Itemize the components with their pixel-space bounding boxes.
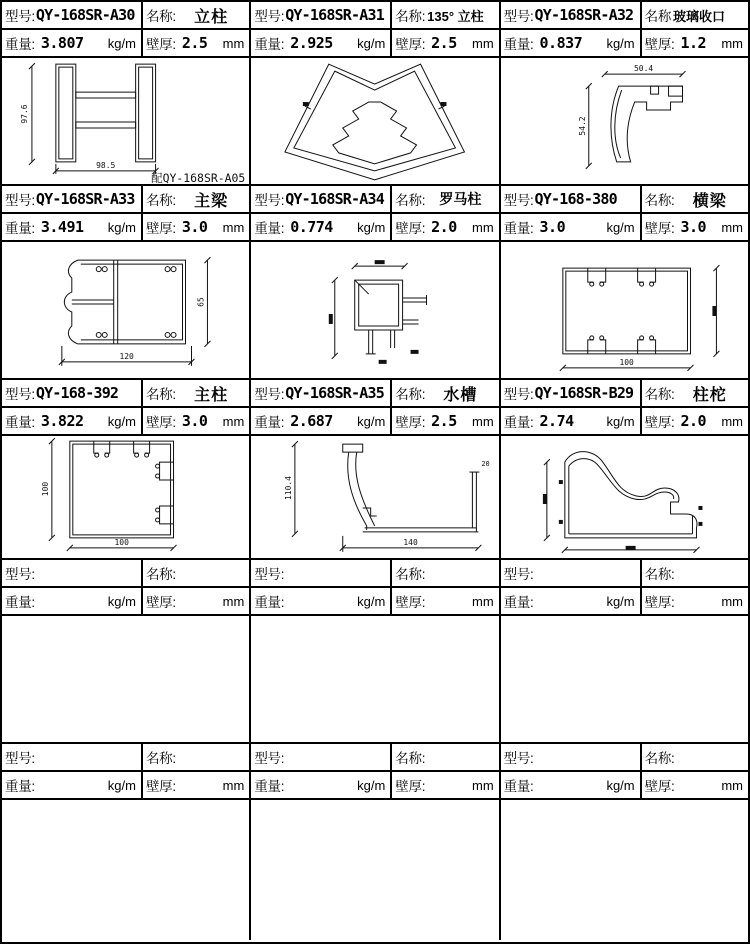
empty-drawing-area	[2, 616, 249, 742]
model-value: QY-168SR-A30	[35, 6, 135, 24]
width-dimension: 120	[119, 351, 134, 361]
name-value: 柱柁	[692, 386, 727, 404]
weight-unit: kg/m	[357, 413, 386, 429]
thickness-unit: mm	[222, 593, 245, 609]
profile-drawing	[2, 242, 249, 378]
empty-drawing-area	[251, 616, 498, 742]
name-label: 名称:	[145, 387, 176, 402]
thickness-label: 壁厚:	[395, 37, 426, 52]
model-value: QY-168-380	[534, 190, 617, 208]
catalog-row-1	[2, 2, 748, 186]
weight-label: 重量:	[254, 779, 285, 794]
height-dimension: 54.2	[577, 116, 587, 136]
weight-unit: kg/m	[107, 219, 136, 235]
model-label: 型号:	[254, 567, 285, 582]
profile-drawing	[501, 242, 748, 378]
name-value: 横梁	[692, 192, 727, 210]
model-label: 型号:	[5, 387, 35, 402]
glass-trim-drawing-icon	[501, 58, 748, 184]
model-name-row	[501, 2, 748, 30]
thickness-label: 壁厚:	[395, 221, 426, 236]
weight-thickness-row	[251, 772, 498, 800]
profile-drawing	[2, 436, 249, 558]
thickness-label: 壁厚:	[145, 595, 176, 610]
weight-unit: kg/m	[606, 413, 635, 429]
name-label: 名称:	[644, 387, 675, 402]
empty-drawing-area	[501, 616, 748, 742]
model-label: 型号:	[254, 193, 285, 208]
weight-unit: kg/m	[357, 219, 386, 235]
name-value: 水槽	[443, 386, 478, 404]
profile-card	[251, 2, 500, 184]
main-beam-drawing-icon	[2, 242, 249, 378]
weight-thickness-row	[2, 30, 249, 58]
135-degree-column-drawing-icon	[251, 58, 498, 184]
thickness-unit: mm	[721, 593, 743, 609]
profile-card-empty	[501, 744, 748, 940]
width-dimension: 100	[114, 537, 129, 547]
thickness-unit: mm	[222, 219, 245, 235]
model-label: 型号:	[5, 193, 35, 208]
weight-unit: kg/m	[606, 35, 635, 51]
model-label: 型号:	[503, 387, 534, 402]
thickness-value: 1.2	[680, 34, 707, 52]
dimension-smudge	[303, 102, 309, 106]
thickness-label: 壁厚:	[395, 415, 426, 430]
profile-card	[501, 186, 748, 378]
thickness-unit: mm	[471, 777, 494, 793]
profile-card-empty	[251, 560, 500, 742]
h-profile-drawing-icon	[2, 58, 249, 184]
profile-drawing	[501, 58, 748, 184]
model-label: 型号:	[5, 751, 35, 766]
name-label: 名称:	[644, 567, 675, 582]
profile-drawing	[501, 436, 748, 558]
model-label: 型号:	[503, 567, 534, 582]
model-name-row	[501, 186, 748, 214]
weight-label: 重量:	[5, 595, 35, 610]
model-label: 型号:	[254, 387, 285, 402]
weight-thickness-row	[501, 772, 748, 800]
thickness-unit: mm	[222, 35, 245, 51]
dimension-smudge	[329, 314, 333, 324]
name-value: 罗马柱	[439, 191, 482, 207]
thickness-unit: mm	[471, 219, 494, 235]
model-name-row	[501, 560, 748, 588]
thickness-unit: mm	[721, 219, 743, 235]
thickness-unit: mm	[471, 593, 494, 609]
width-dimension: 50.4	[633, 64, 653, 74]
model-name-row	[2, 2, 249, 30]
weight-label: 重量:	[254, 221, 285, 236]
weight-thickness-row	[2, 588, 249, 616]
model-value: QY-168SR-A32	[534, 6, 634, 24]
weight-unit: kg/m	[357, 35, 386, 51]
model-value: QY-168SR-A34	[285, 190, 384, 208]
weight-unit: kg/m	[107, 413, 136, 429]
weight-unit: kg/m	[606, 219, 635, 235]
wall-dimension: 20	[481, 460, 491, 469]
thickness-unit: mm	[721, 413, 743, 429]
clip-mark	[558, 520, 562, 524]
weight-value: 3.807	[40, 34, 84, 52]
weight-unit: kg/m	[606, 593, 635, 609]
model-value: QY-168SR-A35	[285, 384, 384, 402]
weight-label: 重量:	[5, 37, 35, 52]
clip-mark	[698, 522, 702, 526]
model-value: QY-168SR-B29	[534, 384, 634, 402]
catalog-row-2	[2, 186, 748, 380]
name-value: 主梁	[194, 192, 229, 210]
weight-thickness-row	[251, 408, 498, 436]
thickness-unit: mm	[471, 413, 494, 429]
model-value: QY-168SR-A31	[285, 6, 384, 24]
profile-card	[501, 380, 748, 558]
thickness-label: 壁厚:	[145, 415, 176, 430]
thickness-label: 壁厚:	[644, 595, 675, 610]
model-name-row	[251, 186, 498, 214]
weight-thickness-row	[251, 588, 498, 616]
weight-thickness-row	[501, 214, 748, 242]
thickness-value: 2.5	[181, 34, 208, 52]
weight-value: 0.774	[290, 218, 333, 236]
thickness-label: 壁厚:	[644, 415, 675, 430]
empty-drawing-area	[501, 800, 748, 940]
weight-label: 重量:	[5, 221, 35, 236]
model-label: 型号:	[5, 9, 35, 24]
weight-unit: kg/m	[107, 777, 136, 793]
weight-value: 2.74	[539, 412, 574, 430]
weight-thickness-row	[501, 588, 748, 616]
weight-label: 重量:	[503, 595, 534, 610]
main-column-drawing-icon	[2, 436, 249, 558]
weight-thickness-row	[2, 408, 249, 436]
profile-drawing	[251, 242, 498, 378]
height-dimension: 110.4	[284, 476, 294, 501]
profile-card-empty	[501, 560, 748, 742]
thickness-unit: mm	[721, 35, 743, 51]
name-label: 名称:	[145, 193, 176, 208]
model-label: 型号:	[5, 567, 35, 582]
width-dimension: 100	[619, 357, 634, 367]
thickness-value: 2.5	[431, 34, 457, 52]
weight-thickness-row	[2, 214, 249, 242]
thickness-label: 壁厚:	[644, 37, 675, 52]
name-label: 名称:	[644, 193, 675, 208]
catalog-row-4	[2, 560, 748, 744]
thickness-value: 3.0	[181, 218, 208, 236]
weight-label: 重量:	[254, 415, 285, 430]
dimension-smudge	[441, 102, 447, 106]
catalog-row-5	[2, 744, 748, 940]
profile-card	[2, 380, 251, 558]
height-dimension: 65	[196, 297, 206, 307]
model-name-row	[2, 186, 249, 214]
name-label: 名称:	[145, 567, 176, 582]
thickness-unit: mm	[222, 777, 245, 793]
empty-drawing-area	[251, 800, 498, 940]
profile-card	[2, 186, 251, 378]
name-label: 名称:	[395, 751, 426, 766]
model-name-row	[251, 744, 498, 772]
water-channel-drawing-icon	[251, 436, 498, 558]
model-name-row	[2, 380, 249, 408]
weight-label: 重量:	[5, 779, 35, 794]
weight-value: 3.822	[40, 412, 84, 430]
model-value: QY-168SR-A33	[35, 190, 135, 208]
empty-drawing-area	[2, 800, 249, 940]
thickness-label: 壁厚:	[145, 221, 176, 236]
thickness-value: 2.0	[680, 412, 707, 430]
weight-value: 0.837	[539, 34, 583, 52]
thickness-label: 壁厚:	[145, 37, 176, 52]
weight-thickness-row	[501, 30, 748, 58]
height-dimension: 100	[40, 481, 50, 497]
weight-value: 2.687	[290, 412, 333, 430]
clip-mark	[558, 480, 562, 484]
profile-card-empty	[2, 744, 251, 940]
name-label: 名称:	[145, 751, 176, 766]
model-name-row	[251, 2, 498, 30]
model-name-row	[251, 380, 498, 408]
thickness-label: 壁厚:	[644, 779, 675, 794]
profile-drawing	[251, 58, 498, 184]
thickness-unit: mm	[721, 777, 743, 793]
name-label: 名称:	[395, 193, 426, 208]
thickness-value: 2.0	[431, 218, 457, 236]
thickness-value: 2.5	[431, 412, 457, 430]
name-value: 立柱	[194, 8, 229, 26]
name-label: 名称:	[145, 9, 176, 24]
profile-card	[2, 2, 251, 184]
catalog-row-3	[2, 380, 748, 560]
profile-card	[251, 380, 500, 558]
profile-drawing	[2, 58, 249, 184]
weight-label: 重量:	[503, 415, 534, 430]
model-label: 型号:	[503, 751, 534, 766]
profile-card	[251, 186, 500, 378]
thickness-label: 壁厚:	[644, 221, 675, 236]
weight-thickness-row	[251, 214, 498, 242]
dimension-smudge	[625, 546, 635, 550]
thickness-label: 壁厚:	[395, 595, 426, 610]
column-cap-drawing-icon	[501, 436, 748, 558]
name-value: 135° 立柱	[427, 8, 484, 24]
weight-label: 重量:	[503, 779, 534, 794]
weight-unit: kg/m	[357, 777, 386, 793]
cross-beam-drawing-icon	[501, 242, 748, 378]
weight-value: 2.925	[290, 34, 333, 52]
model-value: QY-168-392	[35, 384, 119, 402]
model-label: 型号:	[254, 9, 285, 24]
profile-card	[501, 2, 748, 184]
weight-unit: kg/m	[107, 593, 136, 609]
dimension-smudge	[379, 360, 387, 364]
thickness-unit: mm	[222, 413, 245, 429]
weight-label: 重量:	[254, 37, 285, 52]
name-label: 名称:	[395, 9, 426, 24]
model-name-row	[501, 744, 748, 772]
profile-card-empty	[251, 744, 500, 940]
weight-thickness-row	[501, 408, 748, 436]
model-label: 型号:	[503, 9, 534, 24]
weight-unit: kg/m	[107, 35, 136, 51]
model-name-row	[2, 560, 249, 588]
weight-label: 重量:	[503, 37, 534, 52]
weight-label: 重量:	[503, 221, 534, 236]
name-value: 主柱	[194, 386, 229, 404]
name-label: 名称	[644, 9, 672, 24]
dimension-smudge	[712, 306, 716, 316]
thickness-value: 3.0	[181, 412, 208, 430]
weight-unit: kg/m	[606, 777, 635, 793]
matching-profile-note: 配QY-168SR-A05	[151, 170, 246, 184]
thickness-label: 壁厚:	[395, 779, 426, 794]
width-dimension: 98.5	[96, 160, 116, 170]
weight-value: 3.0	[539, 218, 566, 236]
model-name-row	[2, 744, 249, 772]
weight-thickness-row	[251, 30, 498, 58]
clip-mark	[698, 506, 702, 510]
model-label: 型号:	[254, 751, 285, 766]
weight-unit: kg/m	[357, 593, 386, 609]
weight-value: 3.491	[40, 218, 84, 236]
model-label: 型号:	[503, 193, 534, 208]
model-name-row	[501, 380, 748, 408]
thickness-label: 壁厚:	[145, 779, 176, 794]
model-name-row	[251, 560, 498, 588]
name-label: 名称:	[395, 567, 426, 582]
name-label: 名称:	[644, 751, 675, 766]
dimension-smudge	[375, 260, 385, 264]
weight-label: 重量:	[5, 415, 35, 430]
thickness-unit: mm	[471, 35, 494, 51]
weight-label: 重量:	[254, 595, 285, 610]
height-dimension: 97.6	[19, 104, 29, 124]
profile-drawing	[251, 436, 498, 558]
profile-card-empty	[2, 560, 251, 742]
weight-thickness-row	[2, 772, 249, 800]
roman-column-drawing-icon	[251, 242, 498, 378]
width-dimension: 140	[403, 537, 419, 547]
name-value: 玻璃收口	[673, 8, 726, 24]
dimension-smudge	[411, 350, 419, 354]
name-label: 名称:	[395, 387, 426, 402]
thickness-value: 3.0	[680, 218, 707, 236]
dimension-smudge	[543, 494, 547, 504]
